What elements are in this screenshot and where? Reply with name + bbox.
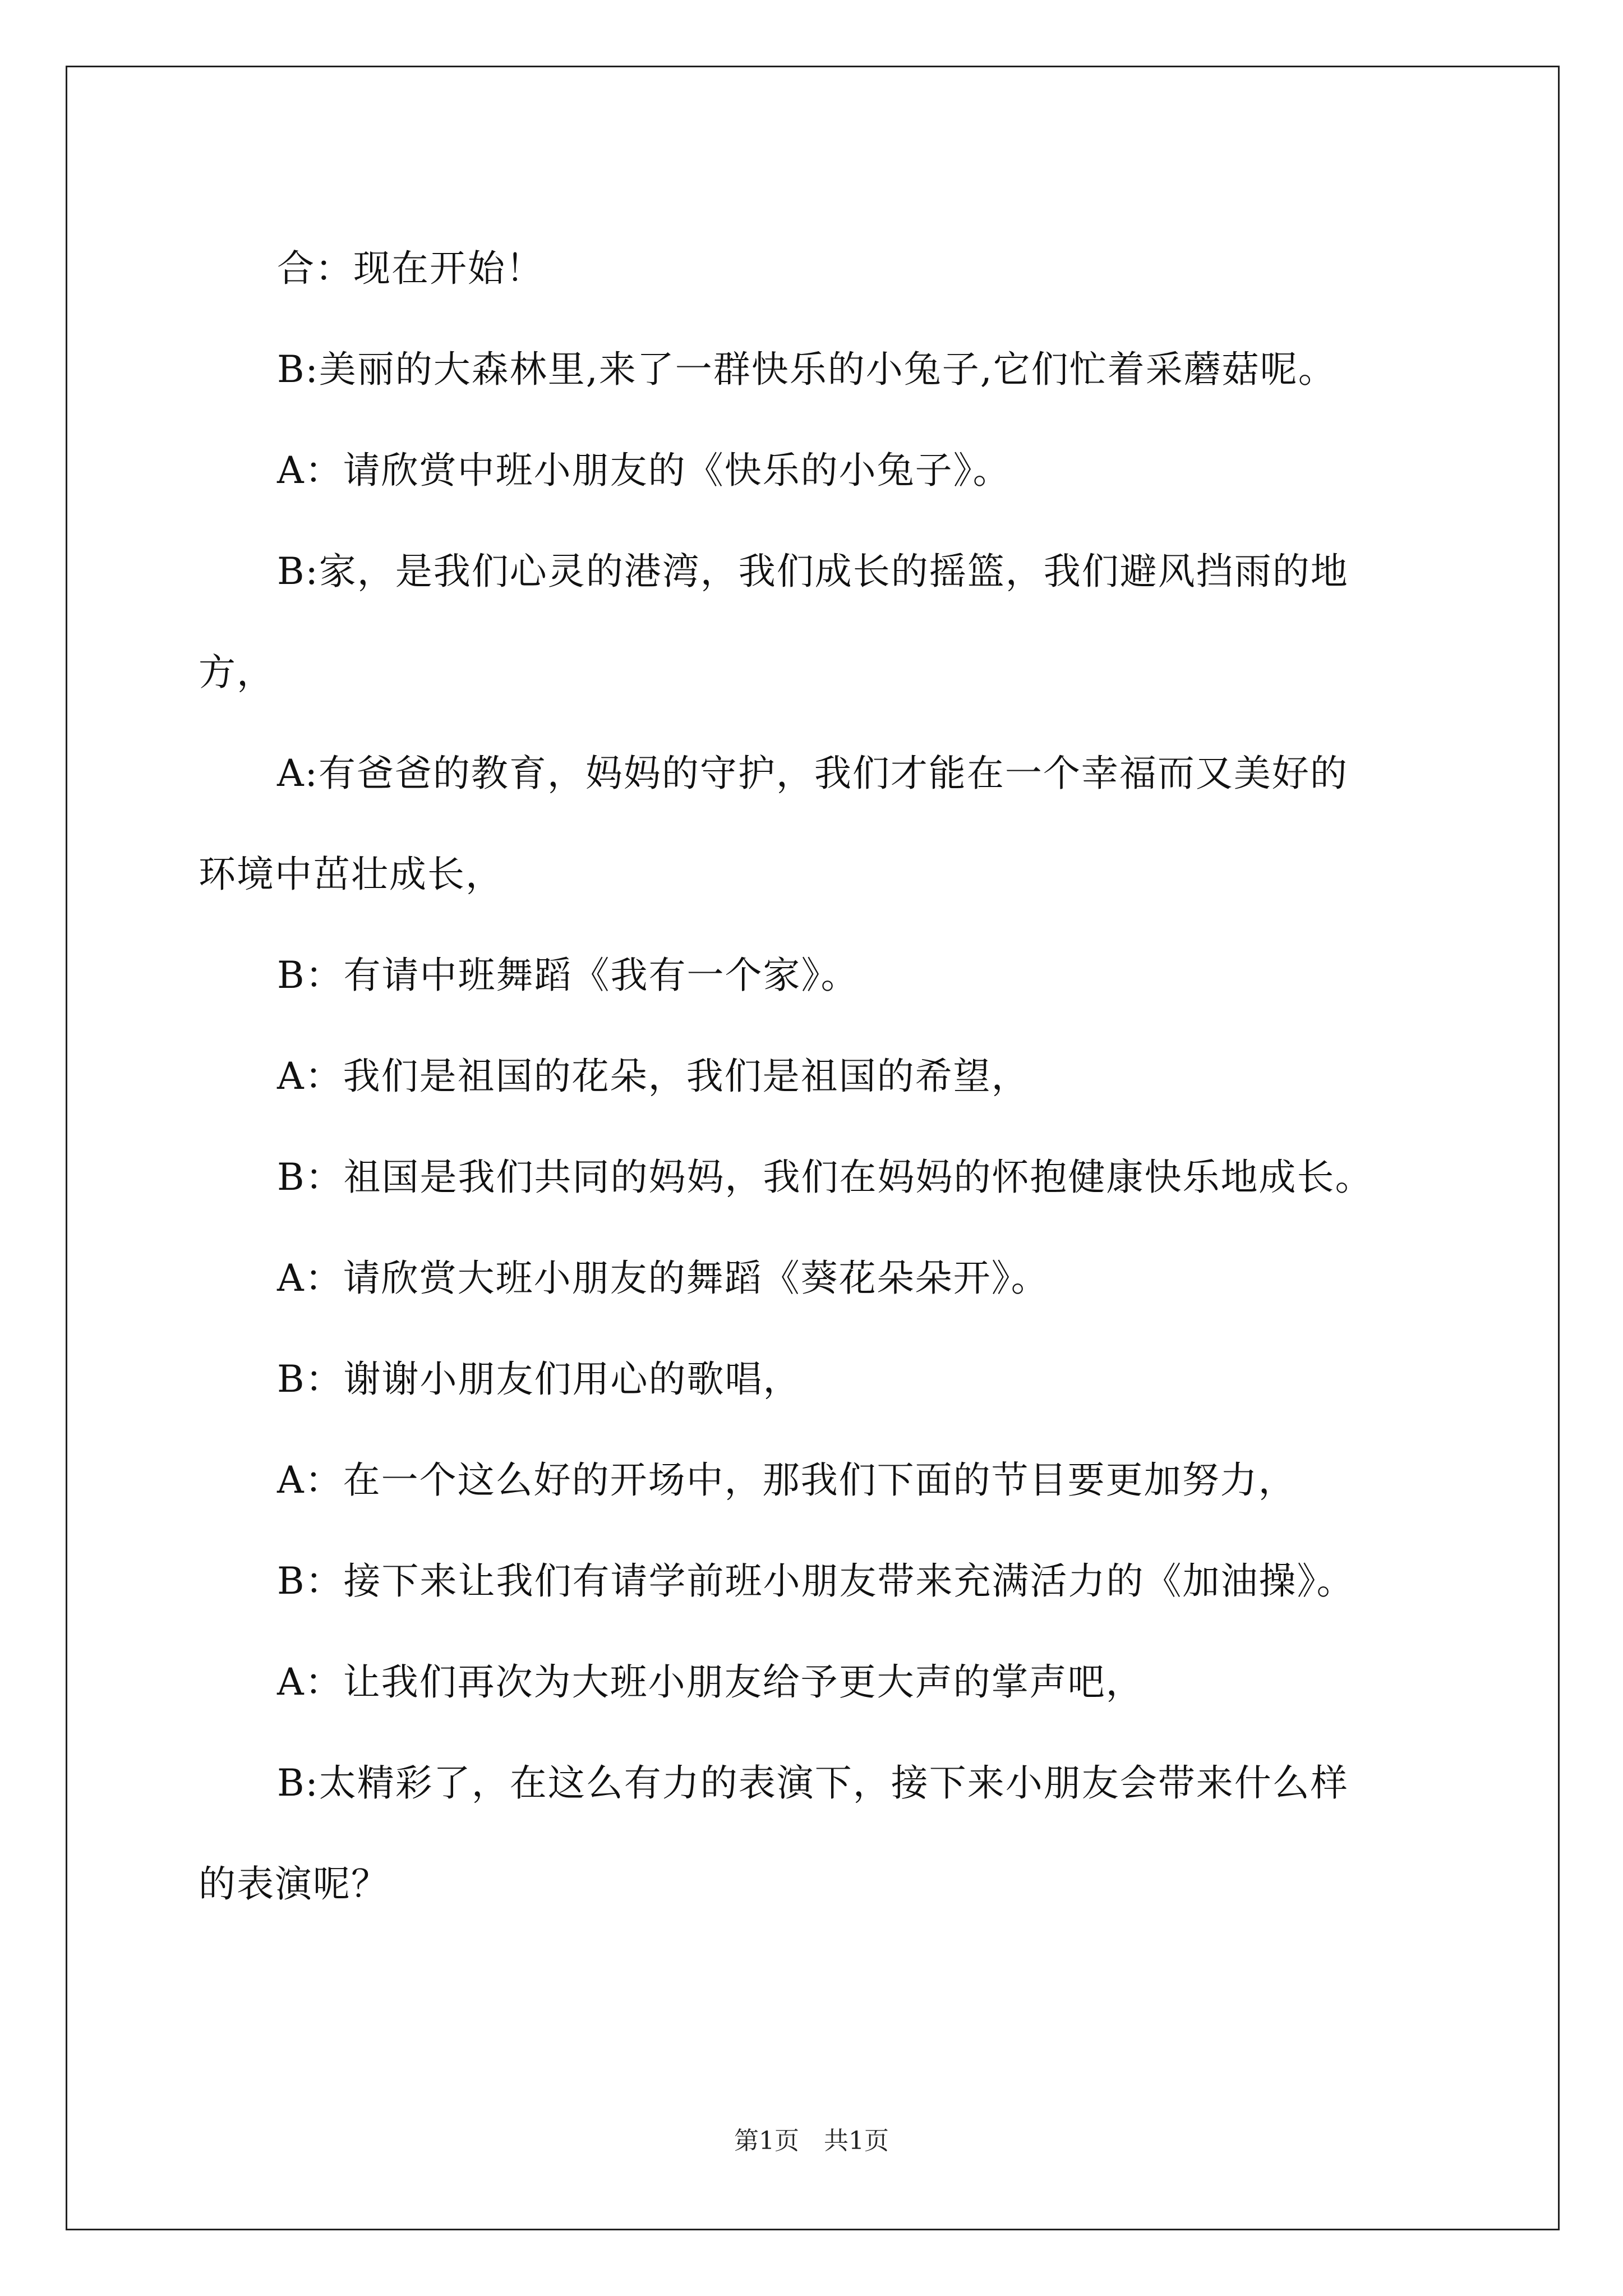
paragraph-line: B：谢谢小朋友们用心的歌唱， — [277, 1358, 801, 1401]
paragraph-line: A:有爸爸的教育，妈妈的守护，我们才能在一个幸福而又美好的 — [277, 752, 1348, 795]
paragraph-line: A：我们是祖国的花朵，我们是祖国的希望， — [277, 1055, 1030, 1098]
paragraph-line: A：请欣赏大班小朋友的舞蹈《葵花朵朵开》。 — [277, 1257, 1049, 1300]
paragraph-line: B:美丽的大森林里,来了一群快乐的小兔子,它们忙着采蘑菇呢。 — [277, 348, 1336, 391]
paragraph-line: 合：现在开始！ — [277, 247, 544, 290]
document-body — [199, 218, 1455, 1935]
page-footer: 第1页 共1页 — [734, 2127, 889, 2155]
paragraph-line: 的表演呢？ — [199, 1862, 389, 1906]
paragraph-line: B：接下来让我们有请学前班小朋友带来充满活力的《加油操》。 — [277, 1559, 1355, 1603]
paragraph-line: 环境中茁壮成长， — [199, 853, 504, 896]
paragraph-line: A：请欣赏中班小朋友的《快乐的小兔子》。 — [277, 449, 1011, 492]
paragraph-line: B:太精彩了，在这么有力的表演下，接下来小朋友会带来什么样 — [277, 1761, 1349, 1805]
paragraph-line: B：祖国是我们共同的妈妈，我们在妈妈的怀抱健康快乐地成长。 — [277, 1156, 1373, 1199]
paragraph-line: A：在一个这么好的开场中，那我们下面的节目要更加努力， — [277, 1458, 1297, 1502]
paragraph-line: A：让我们再次为大班小朋友给予更大声的掌声吧， — [277, 1660, 1144, 1704]
paragraph-line: B：有请中班舞蹈《我有一个家》。 — [277, 954, 859, 997]
paragraph-line: B:家，是我们心灵的港湾，我们成长的摇篮，我们避风挡雨的地 — [277, 550, 1349, 593]
paragraph-line: 方， — [199, 651, 275, 694]
